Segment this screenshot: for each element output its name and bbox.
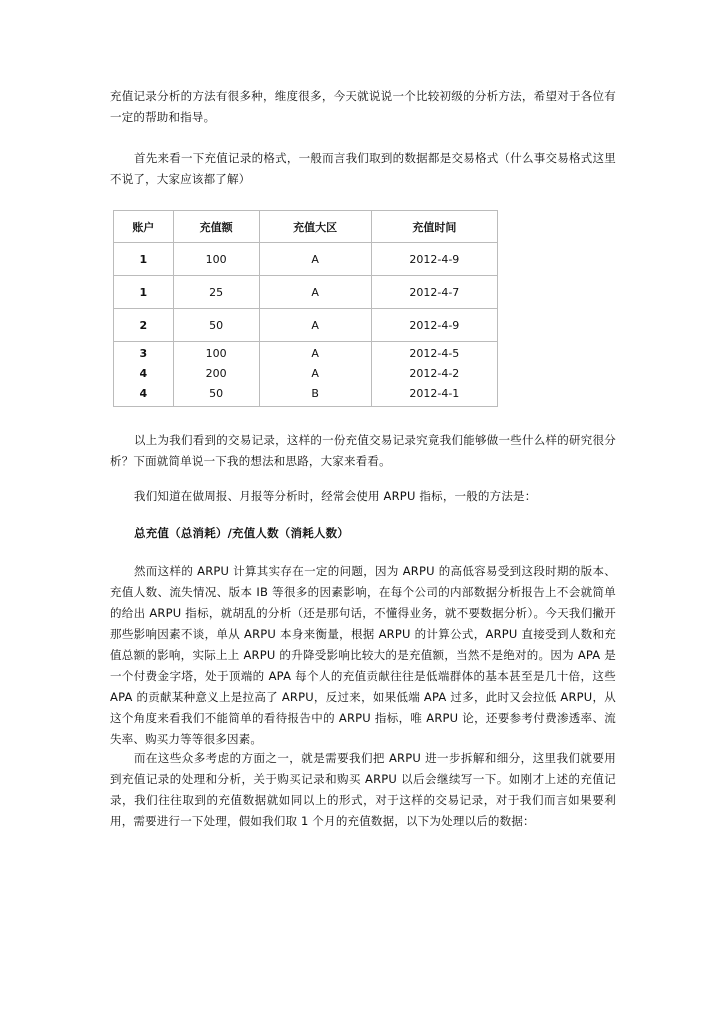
- table-row: [114, 243, 498, 276]
- cell-region: A: [311, 347, 319, 360]
- cell-region: A: [311, 367, 319, 380]
- cell-amount: 200: [205, 367, 227, 380]
- cell-account: 1: [114, 243, 174, 276]
- header-region: 充值大区: [259, 211, 371, 243]
- table-row-group: [114, 342, 498, 407]
- cell-region: B: [311, 387, 319, 400]
- cell-account: 4: [139, 367, 148, 380]
- cell-amount: 50: [209, 387, 224, 400]
- cell-region: A: [259, 243, 371, 276]
- table-row: [114, 309, 498, 342]
- table-row: [114, 276, 498, 309]
- header-date: 充值时间: [371, 211, 497, 243]
- cell-amount: 100: [173, 243, 259, 276]
- cell-date-group: [371, 342, 497, 407]
- cell-region-group: [259, 342, 371, 407]
- cell-date: 2012-4-2: [409, 367, 460, 380]
- header-account: 账户: [114, 211, 174, 243]
- cell-date: 2012-4-9: [371, 243, 497, 276]
- cell-account: 4: [139, 387, 148, 400]
- cell-region: A: [259, 309, 371, 342]
- formula-text: 总充值（总消耗）/充值人数（消耗人数）: [134, 526, 349, 540]
- cell-account-group: [114, 342, 174, 407]
- paragraph-intro: 充值记录分析的方法有很多种，维度很多，今天就说说一个比较初级的分析方法，希望对于各位有一定的帮助和指导。: [110, 89, 616, 124]
- paragraph-question: 以上为我们看到的交易记录，这样的一份充值交易记录究竟我们能够做一些什么样的研究很分析？下面就简单说一下我的想法和思路，大家来看看。: [110, 433, 616, 468]
- cell-amount: 50: [173, 309, 259, 342]
- cell-amount: 100: [205, 347, 227, 360]
- cell-date: 2012-4-9: [371, 309, 497, 342]
- paragraph-format: 首先来看一下充值记录的格式，一般而言我们取到的数据都是交易格式（什么事交易格式这里不说了，大家应该都了解）: [110, 151, 616, 186]
- cell-account: 1: [114, 276, 174, 309]
- cell-date: 2012-4-5: [409, 347, 460, 360]
- cell-region: A: [259, 276, 371, 309]
- cell-account: 3: [139, 347, 148, 360]
- recharge-table: [113, 210, 498, 400]
- cell-amount-group: [173, 342, 259, 407]
- paragraph-arpu-analysis: 然而这样的 ARPU 计算其实存在一定的问题，因为 ARPU 的高低容易受到这段时期的版本、充值人数、流失情况、版本 IB 等很多的因素影响，在每个公司的内部数据分析报告上不会就简单的给出 ARPU 指标，就胡乱的分析（还是那句话，不懂得业务，就不要数据分析）。今天我们撇开那些影响因素不谈，单从 ARPU 本身来衡量，根据 ARPU 的计算公式，ARPU 直接受到人数和充值总额的影响，实际上上 ARPU 的升降受影响比较大的是充值额，当然不是绝对的。因为 APA 是一个付费金字塔，处于顶端的 APA 每个人的充值贡献往往是低端群体的基本甚至是几十倍，这些 APA 的贡献某种意义上是拉高了 ARPU，反过来，如果低端 APA 过多，此时又会拉低 ARPU，从这个角度来看我们不能简单的看待报告中的 ARPU 指标，唯 ARPU 论，还要参考付费渗透率、流失率、购买力等等很多因素。: [110, 564, 616, 746]
- cell-amount: 25: [173, 276, 259, 309]
- cell-account: 2: [114, 309, 174, 342]
- cell-date: 2012-4-7: [371, 276, 497, 309]
- paragraph-arpu-intro: 我们知道在做周报、月报等分析时，经常会使用 ARPU 指标，一般的方法是：: [134, 489, 537, 503]
- cell-date: 2012-4-1: [409, 387, 460, 400]
- table-header-row: [114, 211, 498, 243]
- header-amount: 充值额: [173, 211, 259, 243]
- paragraph-processing: 而在这些众多考虑的方面之一，就是需要我们把 ARPU 进一步拆解和细分，这里我们就要用到充值记录的处理和分析，关于购买记录和购买 ARPU 以后会继续写一下。如刚才上述的充值记录，我们往往取到的充值数据就如同以上的形式，对于这样的交易记录，对于我们而言如果要利用，需要进行一下处理，假如我们取 1 个月的充值数据，以下为处理以后的数据：: [110, 751, 616, 828]
